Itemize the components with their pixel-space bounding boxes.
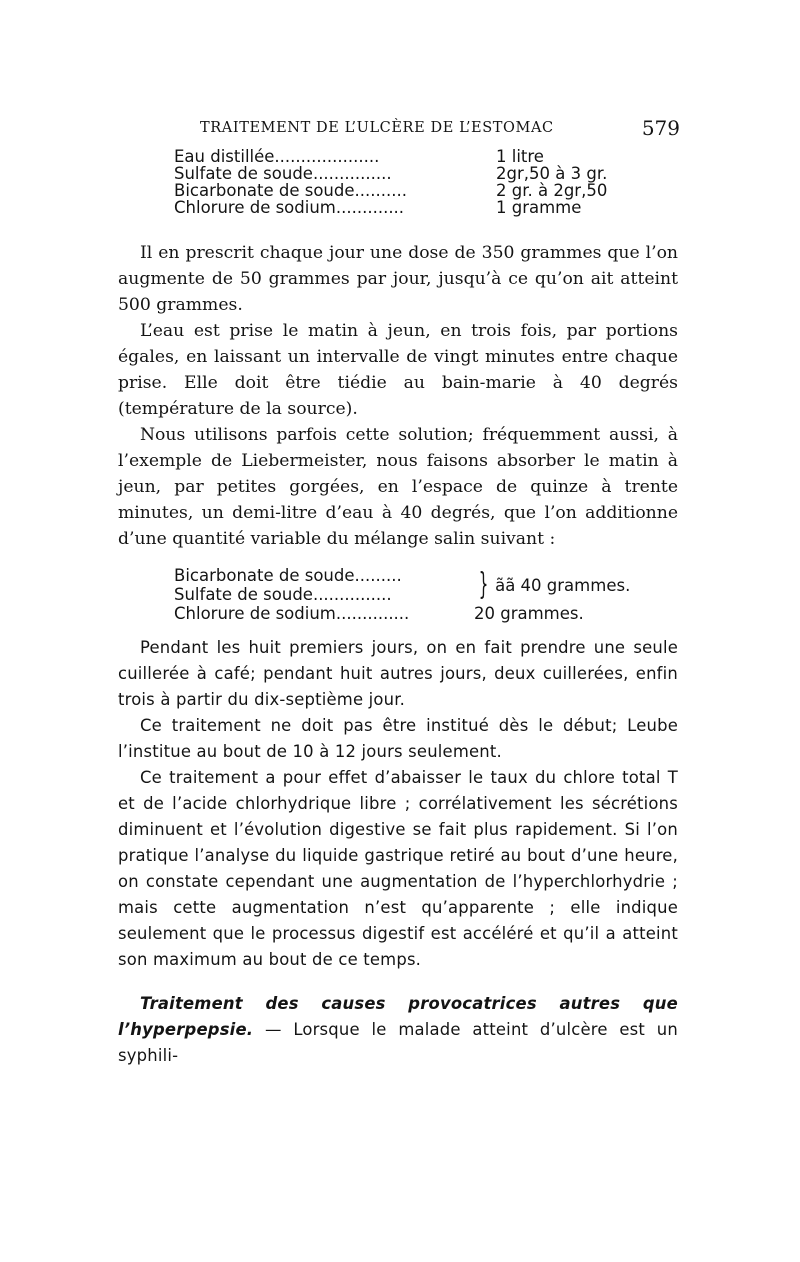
running-title: TRAITEMENT DE L’ULCÈRE DE L’ESTOMAC: [200, 120, 554, 136]
recipe-ingredient: Eau distillée....................: [174, 148, 380, 165]
recipe-quantity: 1 litre: [496, 147, 544, 166]
salt-quantity: 20 grammes.: [474, 604, 584, 623]
recipe-quantity: 2gr,50 à 3 gr.: [496, 164, 608, 183]
paragraph-dosage: Pendant les huit premiers jours, on en fait prendre une seule cuillerée à café; pendant huit autres jours, deux cuillerées, enfin trois à partir du dix-septième jour.: [118, 638, 678, 709]
recipe-ingredient: Sulfate de soude...............: [174, 165, 392, 182]
recipe-quantity: 1 gramme: [496, 198, 582, 217]
paragraph-solution: Nous utilisons parfois cette solution; fréquemment aussi, à l’exemple de Liebermeister, nous faisons absorber le matin à jeun, par petites gorgées, en l’espace de quinze à trente minutes, un demi-litre d’eau à 40 degrés, que l’on additionne d’une quantité variable du mélange salin suivant :: [118, 425, 678, 549]
section-heading: Traitement des causes provocatrices autres que l’hyperpepsie.: [118, 994, 678, 1039]
recipe-row: [174, 199, 678, 216]
section-text: — Lorsque le malade atteint d’ulcère est un syphili-: [118, 1020, 678, 1065]
recipe-row: [174, 182, 678, 199]
salt-line: Bicarbonate de soude.........: [174, 566, 402, 585]
recipe-row: [174, 148, 678, 165]
page-body: [118, 148, 678, 1069]
paragraph-administration: L’eau est prise le matin à jeun, en trois fois, par portions égales, en laissant un intervalle de vingt minutes entre chaque prise. Elle doit être tiédie au bain-marie à 40 degrés (température de la source).: [118, 321, 678, 419]
recipe-quantity: 2 gr. à 2gr,50: [496, 181, 608, 200]
salt-brace-group: [174, 566, 678, 604]
recipe-ingredient: Chlorure de sodium.............: [174, 199, 405, 216]
salt-name: Chlorure de sodium..............: [174, 604, 410, 623]
recipe-row: [174, 165, 678, 182]
salt-quantity: ãã 40 grammes.: [495, 575, 631, 595]
paragraph-causes: [118, 991, 678, 1069]
salt-line: Sulfate de soude...............: [174, 585, 392, 604]
page-number: 579: [641, 116, 680, 140]
recipe-list: [174, 148, 678, 216]
recipe-ingredient: Bicarbonate de soude..........: [174, 182, 407, 199]
page-header: [180, 116, 680, 144]
salt-line: [174, 604, 678, 623]
salt-mixture-list: [174, 566, 678, 623]
paragraph-effect: Ce traitement a pour effet d’abaisser le taux du chlore total T et de l’acide chlorhydrique libre ; corrélativement les sécrétions diminuent et l’évolution digestive se fait plus rapidement. Si l’on pratique l’analyse du liquide gastrique retiré au bout d’une heure, on constate cependant une augmentation de l’hyperchlorhydrie ; mais cette augmentation n’est qu’apparente ; elle indique seulement que le processus digestif est accéléré et qu’il a atteint son maximum au bout de ce temps.: [118, 768, 678, 969]
paragraph-leube: Ce traitement ne doit pas être institué dès le début; Leube l’institue au bout de 10 à 12 jours seulement.: [118, 716, 678, 761]
brace-glyph: }: [478, 567, 489, 602]
paragraph-dose: Il en prescrit chaque jour une dose de 350 grammes que l’on augmente de 50 grammes par jour, jusqu’à ce qu’on ait atteint 500 grammes.: [118, 243, 678, 315]
